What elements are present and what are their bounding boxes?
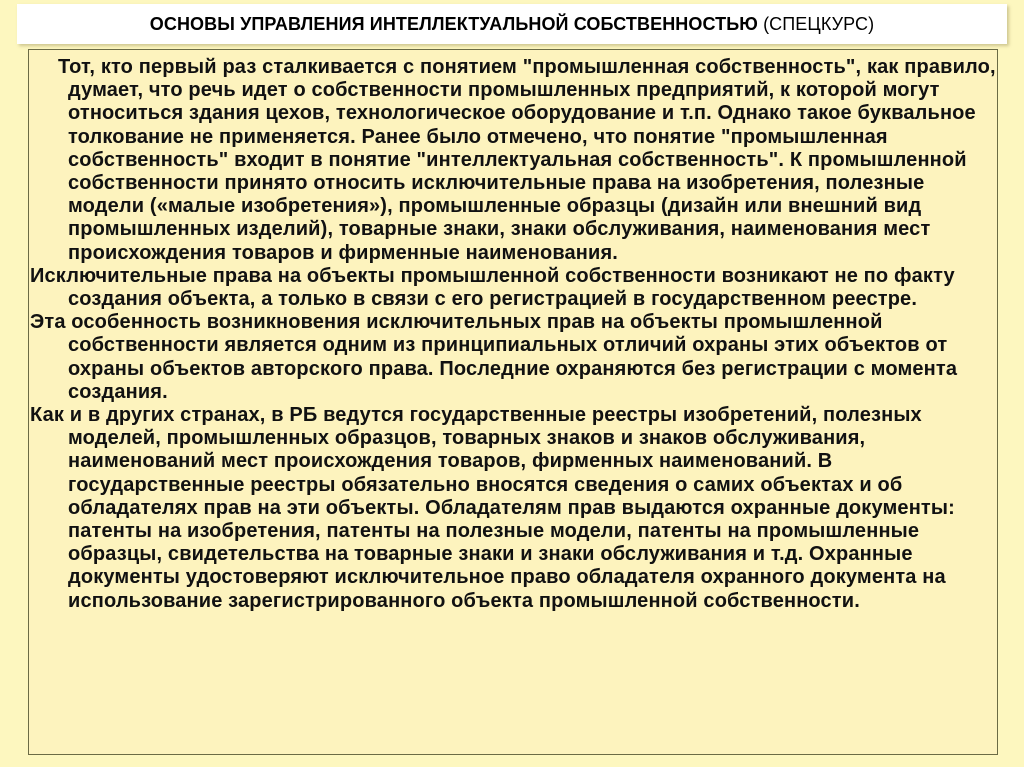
page-title: [150, 14, 874, 35]
paragraph-feature: Эта особенность возникновения исключительных прав на объекты промышленной собственности является одним из принципиальных отличий охраны этих объектов от охраны объектов авторского права. Последние охраняются без регистрации с момента создания.: [30, 311, 958, 403]
paragraph-exclusive-rights: Исключительные права на объекты промышленной собственности возникают не по факту создания объекта, а только в связи с его регистрацией в государственном реестре.: [30, 264, 955, 311]
title-bar: [17, 4, 1007, 44]
paragraph-industrial-property: Тот, кто первый раз сталкивается с понятием "промышленная собственность", как правило, думает, что речь идет о собственности промышленных предприятий, к которой могут относиться здания цехов, технологическое оборудование и т.п. Однако такое буквальное толкование не применяется. Ранее было отмечено, что понятие "промышленная собственность" входит в понятие "интеллектуальная собственность". К промышленной собственности принято относить исключительные права на изобретения, полезные модели («малые изобретения»), промышленные образцы (дизайн или внешний вид промышленных изделий), товарные знаки, знаки обслуживания, наименования мест происхождения товаров и фирменные наименования.: [58, 56, 996, 264]
title-subtitle: (СПЕЦКУРС): [763, 13, 875, 34]
title-main: ОСНОВЫ УПРАВЛЕНИЯ ИНТЕЛЛЕКТУАЛЬНОЙ СОБСТВЕННОСТЬЮ: [149, 13, 758, 34]
content-text: [30, 56, 998, 613]
paragraph-registers: Как и в других странах, в РБ ведутся государственные реестры изобретений, полезных моделей, промышленных образцов, товарных знаков и знаков обслуживания, наименований мест происхождения товаров, фирменных наименований. В государственные реестры обязательно вносятся сведения о самих объектах и об обладателях прав на эти объекты. Обладателям прав выдаются охранные документы: патенты на изобретения, патенты на полезные модели, патенты на промышленные образцы, свидетельства на товарные знаки и знаки обслуживания и т.д. Охранные документы удостоверяют исключительное право обладателя охранного документа на использование зарегистрированного объекта промышленной собственности.: [30, 404, 955, 612]
